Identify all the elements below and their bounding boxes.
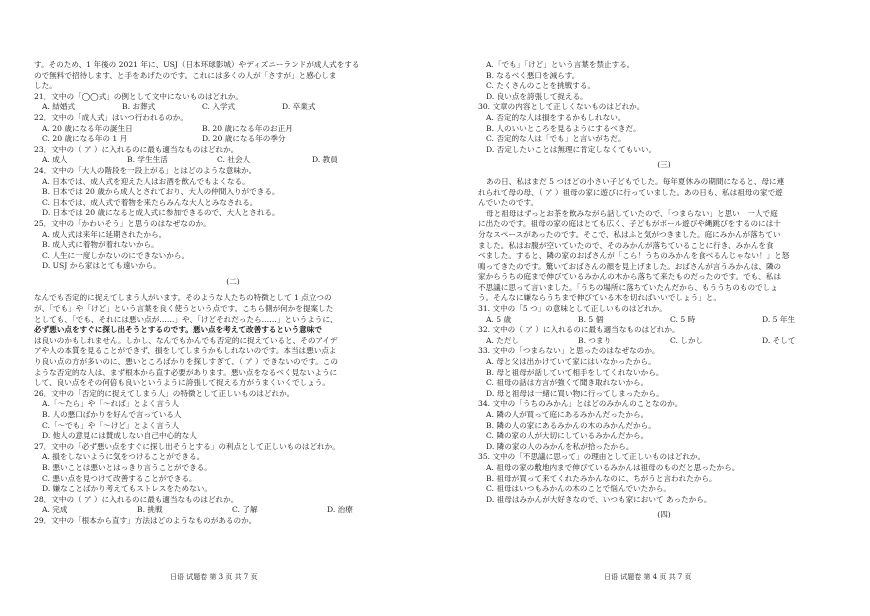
left-page (34, 60, 432, 527)
q29-stem: 29．文中の「根本から直す」方法はどのようなものがあるのか。 (34, 515, 257, 525)
page-footer-left: 日语 试题卷 第 3 页 共 7 页 (170, 573, 258, 581)
option[interactable]: B. 日本では 20 歳から成人とされており、大人の仲間入りができる。 (42, 187, 280, 197)
option[interactable]: D. 日本では 20 歳になると成人式に参加できるので、大人とされる。 (42, 208, 280, 218)
option[interactable]: A. 成人 (42, 155, 68, 165)
passage-line: れられて母の母、（ ア ）祖母の家に遊びに行っていました。あの日も、私は祖母の家で遊 (478, 187, 783, 197)
q31-stem: 31. 文中の「5 つ」の意味として正しいものはどれか。 (478, 304, 667, 314)
passage-line: り良い点の方が多いのに、悪いところばかりを探しすぎて、（ ア ）できないのです。この (34, 357, 339, 367)
option[interactable]: B. 人の悪口ばかりを好んで言っている人 (42, 410, 182, 419)
passage-line: べました。すると、隣の家のおばさんが「こら！うちのみかんを食べるんじゃない！」と怒 (478, 251, 790, 261)
passage-line: なんでも否定的に捉えてしまう人がいます。そのような人たちの特徴として 1 点立つの (34, 293, 332, 303)
option[interactable]: C. 20 歳になる年の 1 月 (42, 134, 128, 144)
intro-line: ので無料で招待します、と手をあげたのです。これには多くの人が「さすが」と感心しま (34, 70, 337, 80)
passage-line: んでいたのです。 (478, 198, 539, 208)
option[interactable]: D. 他人の意見には賛成しない自己中心的な人 (42, 431, 197, 441)
q35-stem: 35. 文中の「不思議に思って」の理由として正しいものはどれか。 (478, 452, 706, 462)
option[interactable]: A. 否定的な人は損をするかもしれない。 (486, 112, 626, 122)
option[interactable]: B. 母と祖母が話していて相手をしてくれないから。 (486, 367, 664, 377)
option[interactable]: B. お葬式 (122, 102, 156, 112)
q28-options (34, 505, 432, 516)
option[interactable]: B. 挑戦 (137, 505, 163, 515)
passage-line: 分なスペースがあったのです。そこで、私はふと気がつきました。庭にみかんが落ちてい (478, 229, 781, 239)
option[interactable]: B. つまり (578, 335, 612, 345)
option[interactable]: C.「～でも」や「～けど」とよく言う人 (42, 420, 180, 430)
q22-options (34, 124, 432, 135)
option[interactable]: B. 人のいいところを見るようにするべきだ。 (486, 123, 641, 133)
passage-line: 母と祖母はずっとお茶を飲みながら話していたので、「つまらない」と思い 一人で庭 (486, 208, 778, 218)
passage-line: あの日、私はまだ 5 つほどの小さい子どもでした。毎年夏休みの期間になると、母に連 (486, 176, 785, 186)
option[interactable]: A.「でも」「けど」という言葉を禁止する。 (486, 60, 635, 69)
passage-line: ような否定的な人は、まず根本から直す必要があります。悪い点をなるべく見ないように (34, 367, 338, 377)
option[interactable]: C. 祖母はいつもみかんの木のことで悩んでいたから。 (486, 484, 672, 494)
q22-stem: 22．文中の「成人式」はいつ行われるのか。 (34, 112, 188, 122)
option[interactable]: B. 隣の人の家にあるみかんの木のみかんだから。 (486, 420, 656, 430)
option[interactable]: A. 隣の人が買って庭にあるみかんだったから。 (486, 410, 649, 419)
q31-options (478, 315, 850, 326)
q30-stem: 30. 文章の内容として正しくないものはどれか。 (478, 102, 645, 112)
option[interactable]: D. 祖母はみかんが大好きなので、いつも家において あったから。 (486, 494, 712, 504)
option[interactable]: D. 良い点を誇張して捉える。 (486, 91, 588, 101)
option[interactable]: A. 祖母の家の敷地内まで伸びているみかんは祖母のものだと思ったから。 (486, 462, 740, 472)
passage-line: に出たのです。祖母の家の庭はとても広く、子どもがボール遊びや縄跳びをするのには十 (478, 219, 781, 229)
option[interactable]: B. 5 個 (578, 314, 604, 324)
option[interactable]: D. 嫌なことばかり考えてもストレスをためない。 (42, 484, 212, 494)
intro-line: す。そのため、1 年後の 2021 年に、USJ（日本环球影城）やディズニーランドが成人式をする (34, 60, 360, 69)
passage-line: して、良い点をその何倍も良いというように誇張して捉える方がうまくいくでしょう。 (34, 378, 330, 388)
q33-stem: 33. 文中の「つまらない」と思ったのはなぜなのか。 (478, 346, 660, 356)
q24-stem: 24．文中の「大人の階段を一段上がる」とはどのような意味か。 (34, 165, 257, 175)
option[interactable]: C. 隣の家の人が大切にしているみかんだから。 (486, 431, 649, 441)
option[interactable]: D. USJ から家はとても遠いから。 (42, 261, 161, 271)
passage-line: 家からうちの庭まで伸びているみかんの木から落ちて来たものだったのです。でも、私は (478, 272, 782, 282)
option[interactable]: A. 5 歳 (486, 314, 512, 324)
q23-stem: 23．文中の（ ア ）に入れるのに最も適当なものはどれか。 (34, 144, 239, 154)
option[interactable]: A. 20 歳になる年の誕生日 (42, 123, 133, 133)
passage-line: が、「でも」や「けど」という言葉を良く使うという点です。こちら側が何かを提案した (34, 304, 334, 314)
passage-line: 必ず悪い点をすぐに探し出そうとするのです。悪い点を考えて改善するという意味で (34, 325, 322, 335)
option[interactable]: C. しかし (670, 335, 704, 345)
option[interactable]: C. 人生に一度しかないのにできないから。 (42, 250, 190, 260)
q25-stem: 25．文中の「かわいそう」と思うのはなぜなのか。 (34, 218, 211, 228)
passage-line: は良いのかもしれません。しかし、なんでもかんでも否定的に捉えていると、そのアイデ (34, 335, 338, 345)
option[interactable]: D. そして (762, 335, 796, 345)
passage-line: 不思議に思って言いました。「うちの場所に落ちていたんだから、もううちのものでしょ (478, 282, 778, 292)
passage-line: アや人の本質を見ることができず、損をしてしまうかもしれないのです。本当は悪い点よ (34, 346, 337, 356)
option[interactable]: D. 20 歳になる年の季分 (202, 134, 286, 144)
option[interactable]: A.「～たら」や「～れば」とよく言う人 (42, 399, 179, 409)
passage-line: う。そんなに嫌ならうちまで伸びている木を切ればいいでしょう」と。 (478, 293, 721, 303)
q32-stem: 32. 文中の（ ア ）に入れるのに最も適当なものはどれか。 (478, 325, 680, 335)
option[interactable]: B. 悪いことは悪いとはっきり言うことができる。 (42, 462, 212, 472)
option[interactable]: D. 教員 (312, 155, 338, 165)
option[interactable]: A. 成人式は来年に延期されたから。 (42, 229, 167, 239)
q34-stem: 34. 文中の「うちのみかん」とはどのみかんのことなのか。 (478, 399, 683, 409)
q26-stem: 26．文中の「否定的に捉えてしまう人」の特徴として正しいものはどれか。 (34, 388, 295, 398)
q21-options (34, 102, 432, 113)
section-heading: (三) (657, 160, 671, 170)
right-page (478, 60, 850, 527)
passage-line: 鳴ってきたのです。驚いておばさんの顔を見上げました。おばさんが言うみかんは、隣の (478, 261, 782, 271)
q21-stem: 21．文中の「◯◯式」の例として文中にないものはどれか。 (34, 91, 243, 101)
option[interactable]: C. 悪い点を見つけて改善することができる。 (42, 473, 197, 483)
option[interactable]: C. 了解 (232, 505, 258, 515)
passage-line: ました。私はお腹が空いていたので、そのみかんが落ちていることに行き、みかんを食 (478, 240, 774, 250)
passage-line: としても、「でも、それには悪い点が……」や、「けどそれだったら……」というように、 (34, 314, 338, 324)
q23-options (34, 155, 432, 166)
option[interactable]: D. 卒業式 (282, 102, 316, 112)
option[interactable]: C. 否定的な人は「でも」と言いがちだ。 (486, 134, 626, 144)
intro-line: した。 (34, 81, 57, 91)
option[interactable]: A. ただし (486, 335, 520, 345)
option[interactable]: C. 5 時 (670, 314, 696, 324)
option[interactable]: A. 日本では、成人式を迎えた人はお酒を飲んでもよくなる。 (42, 176, 250, 186)
option[interactable]: B. なるべく悪口を減らす。 (486, 70, 580, 80)
option[interactable]: B. 学生生活 (127, 155, 168, 165)
section-heading: (四) (657, 510, 671, 520)
option[interactable]: C. 祖母の話は方言が強くて聞き取れないから。 (486, 378, 649, 388)
q27-stem: 27．文中の「必ず悪い点をすぐに探し出そうとする」の利点として正しいものはどれか。 (34, 441, 340, 451)
option[interactable]: B. 祖母が買って来てくれたみかんなのに、ちがうと言われたから。 (486, 473, 717, 483)
option[interactable]: A. 完成 (42, 505, 68, 515)
option[interactable]: C. 社会人 (217, 155, 251, 165)
option[interactable]: B. 成人式に着物が着れないから。 (42, 240, 159, 250)
page-footer-right: 日语 试题卷 第 4 页 共 7 页 (604, 573, 692, 581)
option[interactable]: A. 損をしないように気をつけることができる。 (42, 452, 205, 462)
q22-options (34, 134, 432, 145)
q32-options (478, 336, 850, 347)
q28-stem: 28．文中の（ ア ）に入れるのに最も適当なものはどれか。 (34, 494, 239, 504)
option[interactable]: C. 日本では、成人式で着物を来たらみんな大人とみなされる。 (42, 197, 258, 207)
section-heading: (二) (226, 276, 240, 286)
option[interactable]: D. 治療 (327, 505, 353, 515)
option[interactable]: B. 20 歳になる年のお正月 (202, 123, 293, 133)
option[interactable]: C. 入学式 (202, 102, 236, 112)
option[interactable]: A. 母と父は出かけていて家にはいなかったから。 (486, 357, 656, 367)
option[interactable]: D. 5 年生 (762, 314, 796, 324)
option[interactable]: D. 母と祖母は一緒に買い物に行ってしまったから。 (486, 388, 664, 398)
option[interactable]: A. 結婚式 (42, 102, 76, 112)
option[interactable]: D. 隣の家の人のみかんを私が拾ったから。 (486, 441, 634, 451)
option[interactable]: C. たくさんのことを挑戦する。 (486, 81, 596, 91)
option[interactable]: D. 否定したいことは無理に肯定しなくてもいい。 (486, 144, 657, 154)
